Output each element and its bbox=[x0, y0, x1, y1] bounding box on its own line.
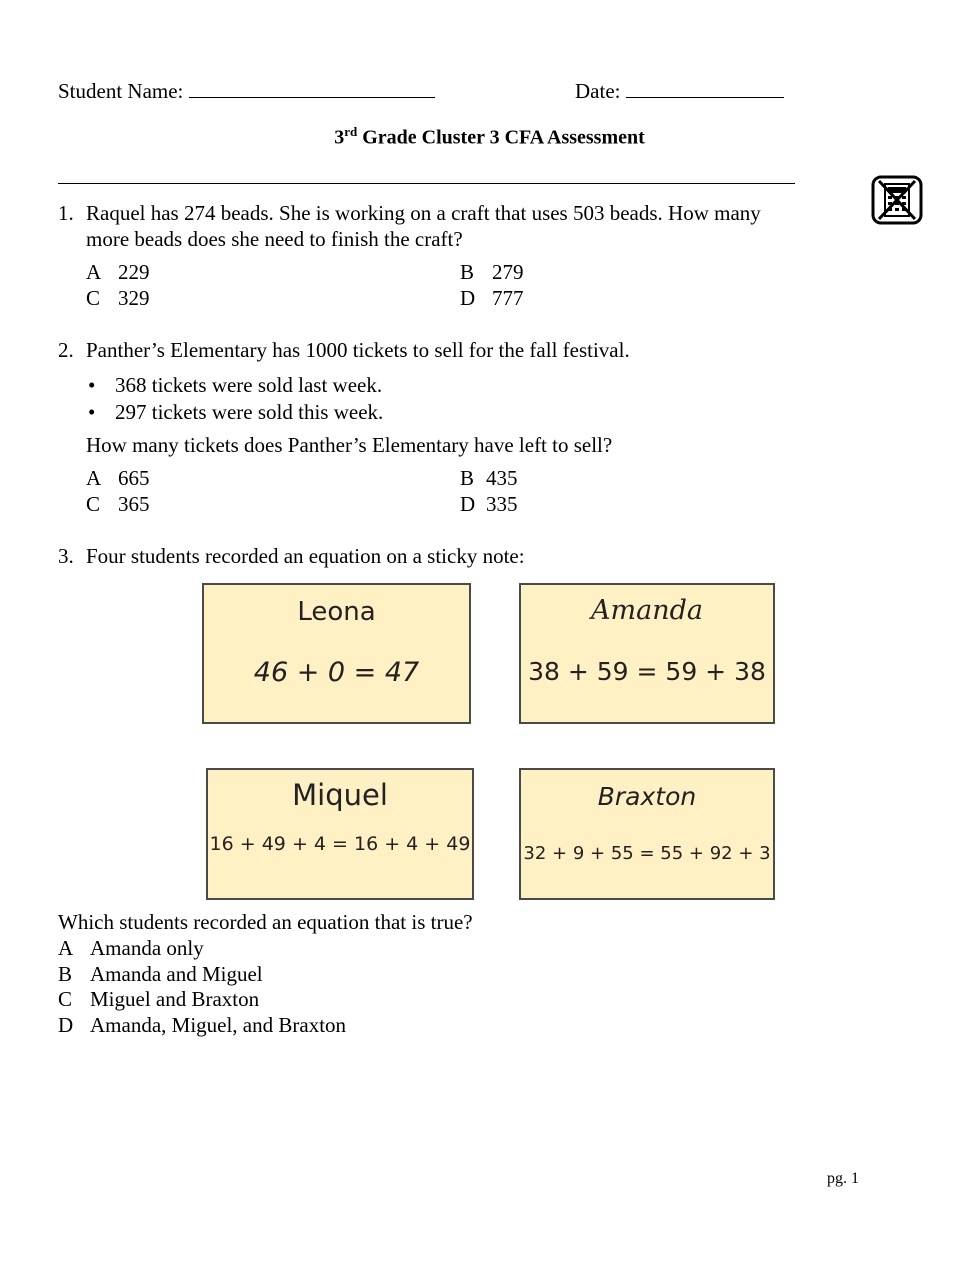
sticky-note-miquel bbox=[206, 768, 474, 900]
page-number: pg. 1 bbox=[827, 1170, 859, 1187]
sticky-note-leona bbox=[202, 583, 471, 724]
header-rule bbox=[58, 183, 795, 184]
page-title: 3rd Grade Cluster 3 CFA Assessment bbox=[334, 124, 645, 149]
sticky-note-braxton bbox=[519, 768, 775, 900]
date-blank[interactable] bbox=[626, 79, 784, 98]
sticky-note-amanda bbox=[519, 583, 775, 724]
note-name: Miquel bbox=[292, 778, 388, 812]
q3-option-a[interactable]: A Amanda only bbox=[58, 936, 204, 960]
q1-option-d[interactable]: D 777 bbox=[460, 286, 524, 310]
student-name-row bbox=[58, 78, 435, 104]
q2-bullet-1: • 368 tickets were sold last week. bbox=[115, 372, 382, 398]
note-equation: 16 + 49 + 4 = 16 + 4 + 49 bbox=[209, 833, 471, 855]
note-name: Amanda bbox=[591, 595, 703, 626]
q2-option-d[interactable]: D 335 bbox=[460, 492, 518, 516]
q3-question: Which students recorded an equation that is true? bbox=[58, 910, 473, 934]
q1-option-a[interactable]: A 229 bbox=[86, 260, 150, 284]
q1-stem-line1: Raquel has 274 beads. She is working on a craft that uses 503 beads. How many bbox=[86, 201, 761, 225]
q2-stem: Panther’s Elementary has 1000 tickets to sell for the fall festival. bbox=[86, 338, 630, 362]
note-equation: 38 + 59 = 59 + 38 bbox=[528, 657, 766, 686]
q3-option-c[interactable]: C Miguel and Braxton bbox=[58, 987, 260, 1011]
q3-option-d[interactable]: D Amanda, Miguel, and Braxton bbox=[58, 1013, 347, 1037]
q2-option-a[interactable]: A 665 bbox=[86, 466, 150, 490]
q2-option-b[interactable]: B 435 bbox=[460, 466, 518, 490]
note-name: Leona bbox=[297, 597, 376, 627]
q1-stem-line2: more beads does she need to finish the craft? bbox=[86, 227, 463, 251]
q3-option-b[interactable]: B Amanda and Miguel bbox=[58, 962, 263, 986]
note-equation: 32 + 9 + 55 = 55 + 92 + 3 bbox=[523, 843, 771, 864]
q2-bullet-2: • 297 tickets were sold this week. bbox=[115, 399, 383, 425]
student-name-blank[interactable] bbox=[189, 79, 435, 98]
q1-option-b[interactable]: B 279 bbox=[460, 260, 524, 284]
q3-stem: Four students recorded an equation on a sticky note: bbox=[86, 544, 525, 568]
q3-number: 3. bbox=[58, 544, 74, 568]
student-name-label: Student Name: bbox=[58, 79, 184, 103]
q2-option-c[interactable]: C 365 bbox=[86, 492, 150, 516]
q1-option-c[interactable]: C 329 bbox=[86, 286, 150, 310]
calculator-crossed-icon bbox=[871, 175, 923, 225]
date-row bbox=[575, 78, 784, 104]
date-label: Date: bbox=[575, 79, 621, 103]
note-name: Braxton bbox=[597, 782, 697, 811]
q2-number: 2. bbox=[58, 338, 74, 362]
q1-number: 1. bbox=[58, 201, 74, 225]
note-equation: 46 + 0 = 47 bbox=[253, 657, 420, 688]
q2-question: How many tickets does Panther’s Elementary have left to sell? bbox=[86, 433, 613, 457]
